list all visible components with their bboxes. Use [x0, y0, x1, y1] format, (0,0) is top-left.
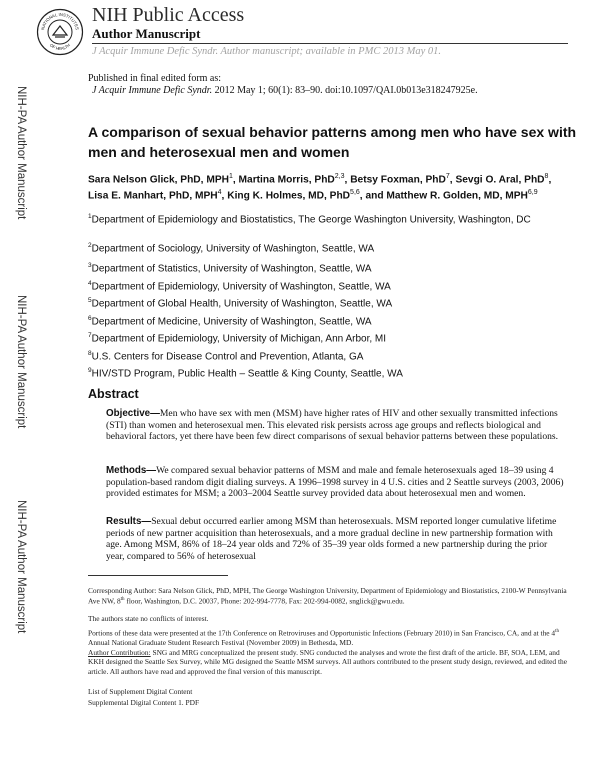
corresponding-text-b: floor, Washington, D.C. 20037, Phone: 202-994-7778, Fax: 202-994-0082, snglick@gwu.edu. — [124, 596, 405, 606]
published-label: Published in final edited form as: — [88, 73, 222, 84]
affiliation-item — [88, 364, 568, 380]
abstract-heading: Abstract — [88, 387, 139, 401]
corresponding-text-a: Corresponding Author: Sara Nelson Glick, PhD, MPH, The George Washington University, Department of Epidemiology and Biostatistics, 2100-W Pennsylvania Ave NW, 8 — [88, 586, 567, 606]
author-affiliation-ref: 6,9 — [527, 189, 538, 197]
affiliation-number: 4 — [88, 280, 92, 287]
author-name: Matthew R. Golden, MD, MPH — [386, 190, 528, 202]
affiliation-number: 1 — [88, 213, 92, 220]
affiliation-number: 9 — [88, 367, 92, 374]
presented-text-b: Annual National Graduate Student Research Festival (November 2009) in Bethesda, MD. — [88, 637, 354, 647]
affiliation-number: 7 — [88, 332, 92, 339]
author-separator: , — [344, 174, 351, 186]
published-citation-text: 2012 May 1; 60(1): 83–90. doi:10.1097/QAI.0b013e318247925e. — [212, 85, 478, 96]
footnote-supplement-1: Supplemental Digital Content 1. PDF — [88, 698, 200, 707]
author-separator: , — [449, 174, 456, 186]
affiliation-text: Department of Global Health, University of Washington, Seattle, WA — [91, 298, 393, 310]
affiliation-item — [88, 277, 568, 293]
methods-text: We compared sexual behavior patterns of MSM and male and female heterosexuals aged 18–39 using 4 population-based random digit dialing surveys. A 1996–1998 survey in 4 U.S. cities and 2 Seattle surveys (2003, 2006) provided estimates for MSM; a 2003–2004 Seattle survey provided data about heterosexual men and women. — [106, 465, 564, 500]
affiliation-text: Department of Epidemiology, University of Michigan, Ann Arbor, MI — [91, 333, 387, 345]
logo-text-bottom: OF HEALTH — [48, 42, 72, 52]
affiliation-text: Department of Medicine, University of Washington, Seattle, WA — [91, 316, 372, 328]
results-label: Results— — [106, 516, 152, 527]
journal-availability-line: J Acquir Immune Defic Syndr. Author manuscript; available in PMC 2013 May 01. — [92, 46, 441, 57]
author-name: Sara Nelson Glick, PhD, MPH — [88, 174, 229, 186]
results-text: Sexual debut occurred earlier among MSM than heterosexuals. MSM reported longer cumulative lifetime periods of new partner acquisition than heterosexuals, and a more gradual decline in new partnership formation with age. Among MSM, 86% of 18–24 year olds and 72% of 35–39 year olds formed a new partnership during the prior year, compared to 56% of heterosexual — [106, 516, 557, 562]
article-title: A comparison of sexual behavior patterns among men who have sex with men and heterosexual men and women — [88, 124, 577, 160]
affiliation-item — [88, 210, 568, 226]
sidebar-label-top: NIH-PA Author Manuscript — [15, 86, 27, 220]
affiliation-number: 2 — [88, 242, 92, 249]
author-separator: , and — [359, 190, 387, 202]
affiliation-number: 5 — [88, 297, 92, 304]
affiliation-text: HIV/STD Program, Public Health – Seattle & King County, Seattle, WA — [91, 368, 403, 380]
affiliation-text: U.S. Centers for Disease Control and Prevention, Atlanta, GA — [91, 351, 364, 363]
affiliation-text: Department of Epidemiology and Biostatistics, The George Washington University, Washington, DC — [91, 214, 531, 226]
nih-logo — [36, 8, 84, 56]
affiliation-number: 3 — [88, 262, 92, 269]
sidebar-label-middle: NIH-PA Author Manuscript — [15, 295, 27, 429]
author-name: Martina Morris, PhD — [238, 174, 335, 186]
contribution-label: Author Contribution: — [88, 648, 151, 657]
affiliation-item — [88, 347, 568, 363]
author-name: King K. Holmes, MD, PhD — [227, 190, 351, 202]
presented-sup: th — [555, 629, 560, 634]
objective-text: Men who have sex with men (MSM) have higher rates of HIV and other sexually transmitted infections (STI) than women and heterosexual men. This elevated risk persists across age groups and reflects biological and behavioral factors, yet there have been few direct comparisons of sexual behavior patterns between these populations. — [106, 408, 559, 443]
affiliation-number: 6 — [88, 315, 92, 322]
logo-text-top: NATIONAL INSTITUTES — [40, 11, 80, 31]
presented-text-a: Portions of these data were presented at the 17th Conference on Retroviruses and Opportunistic Infections (February 2010) in San Francisco, CA, and at the 4 — [88, 628, 556, 638]
author-name: Lisa E. Manhart, PhD, MPH — [88, 190, 218, 202]
footnote-presented — [88, 627, 568, 647]
author-name: Betsy Foxman, PhD — [350, 174, 446, 186]
published-journal: J Acquir Immune Defic Syndr. — [92, 85, 213, 96]
footnote-divider — [88, 575, 228, 576]
author-separator: , — [548, 174, 552, 186]
author-separator: , — [232, 174, 239, 186]
affiliation-item — [88, 312, 568, 328]
author-manuscript-label: Author Manuscript — [92, 26, 201, 41]
affiliation-item — [88, 259, 568, 275]
author-affiliation-ref: 7 — [445, 173, 450, 180]
affiliation-text: Department of Sociology, University of Washington, Seattle, WA — [91, 243, 375, 255]
author-affiliation-ref: 4 — [217, 189, 222, 197]
contribution-text: SNG and MRG conceptualized the present study. SNG conducted the analyses and wrote the first draft of the article. BF, SOA, LEM, and KKH designed the Seattle Sex Survey, while MG designed the Seattle MSM surveys. All authors contributed to the present study design, reviewed, and edited the article. All authors have read and approved the final version of this manuscript. — [88, 648, 567, 676]
footnote-contribution — [88, 648, 568, 676]
abstract-results — [106, 516, 568, 562]
author-separator: , — [221, 190, 228, 202]
author-affiliation-ref: 2,3 — [334, 173, 345, 180]
affiliation-item — [88, 329, 568, 345]
methods-label: Methods— — [106, 465, 157, 476]
corresponding-sup: th — [120, 597, 125, 603]
affiliation-number: 8 — [88, 350, 92, 357]
author-affiliation-ref: 5,6 — [350, 189, 360, 197]
abstract-methods — [106, 465, 568, 500]
header-divider — [92, 43, 568, 44]
footnote-corresponding — [88, 586, 568, 606]
author-affiliation-ref: 1 — [228, 173, 233, 180]
affiliation-text: Department of Statistics, University of Washington, Seattle, WA — [91, 263, 372, 275]
footnote-conflicts: The authors state no conflicts of interest. — [88, 614, 209, 623]
affiliation-item — [88, 239, 568, 255]
objective-label: Objective— — [106, 408, 160, 419]
abstract-objective — [106, 408, 568, 443]
sidebar-label-bottom: NIH-PA Author Manuscript — [15, 500, 27, 634]
author-list — [88, 170, 568, 203]
author-affiliation-ref: 8 — [544, 173, 549, 180]
footnote-supplement-list: List of Supplement Digital Content — [88, 687, 193, 696]
affiliation-item — [88, 294, 568, 310]
published-citation — [92, 85, 478, 96]
author-name: Sevgi O. Aral, PhD — [455, 174, 545, 186]
nih-public-access-title: NIH Public Access — [92, 4, 245, 26]
affiliation-text: Department of Epidemiology, University of Washington, Seattle, WA — [91, 281, 391, 293]
